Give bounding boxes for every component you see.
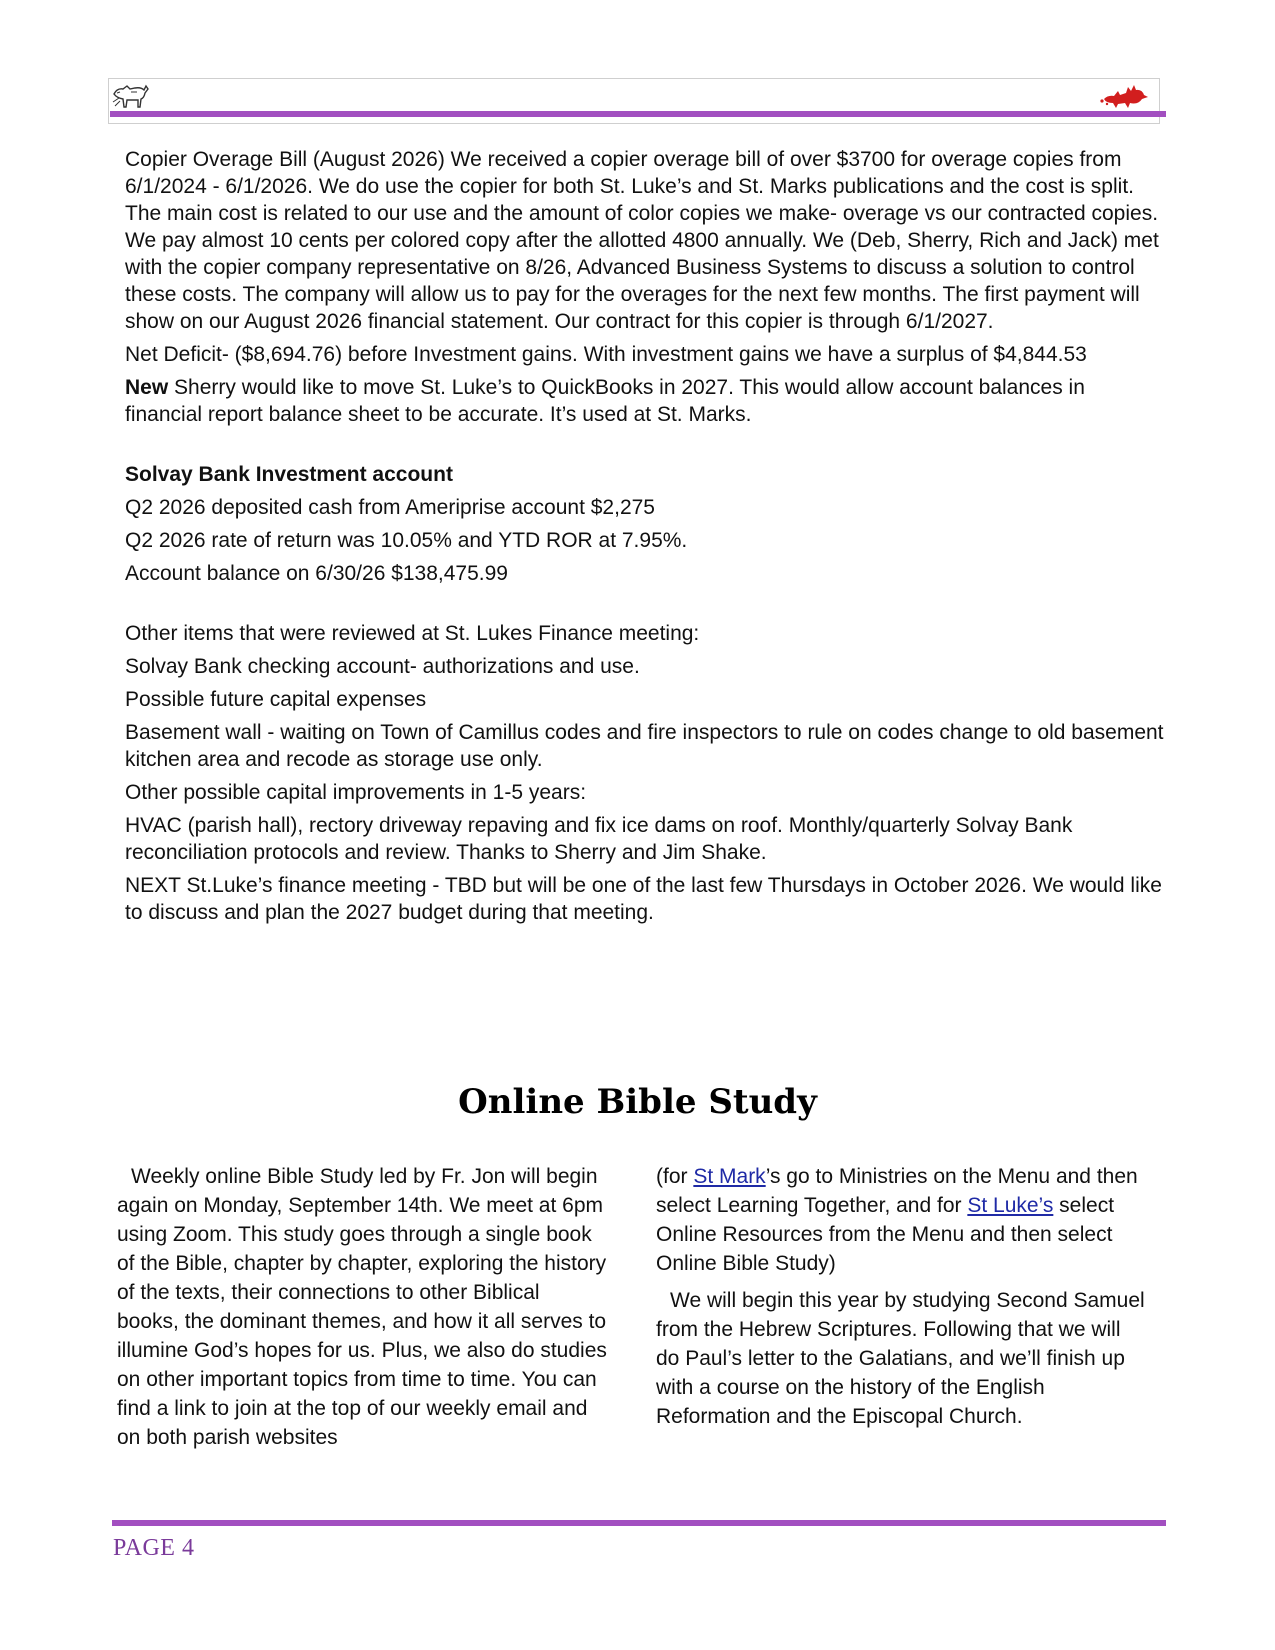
basement-wall-item: Basement wall - waiting on Town of Camillus codes and fire inspectors to rule on codes change to old basement kitchen area and recode as storage use only. bbox=[125, 721, 1164, 771]
study-plan-paragraph: We will begin this year by studying Second Samuel from the Hebrew Scriptures. Following that we will do Paul’s letter to the Galatians, and we’ll finish up with a course on the history of the English Reformation and the Episcopal Church. bbox=[656, 1289, 1145, 1428]
new-label: New bbox=[125, 376, 169, 399]
lion-emblem-icon bbox=[1098, 79, 1150, 111]
solvay-heading: Solvay Bank Investment account bbox=[125, 463, 453, 486]
websites-text-c: select Online Resources from the Menu and then select Online Bible Study) bbox=[656, 1194, 1115, 1275]
quickbooks-text: Sherry would like to move St. Luke’s to QuickBooks in 2027. This would allow account balances in financial report balance sheet to be accurate. It’s used at St. Marks. bbox=[125, 376, 1085, 426]
websites-text-b: ’s go to Ministries on the Menu and then select Learning Together, and for bbox=[656, 1165, 1138, 1217]
ox-emblem-icon bbox=[111, 80, 149, 112]
finance-report bbox=[125, 146, 1165, 932]
checking-account-item: Solvay Bank checking account- authorizations and use. bbox=[125, 655, 640, 678]
st-mark-link[interactable]: St Mark bbox=[693, 1165, 766, 1188]
websites-text-a: (for bbox=[656, 1165, 694, 1188]
capital-improvements-item: Other possible capital improvements in 1-5 years: bbox=[125, 781, 587, 804]
net-deficit-paragraph: Net Deficit- ($8,694.76) before Investment gains. With investment gains we have a surplus of $4,844.53 bbox=[125, 343, 1087, 366]
header-rule bbox=[110, 111, 1166, 117]
bible-study-intro: Weekly online Bible Study led by Fr. Jon will begin again on Monday, September 14th. We meet at 6pm using Zoom. This study goes through a single book of the Bible, chapter by chapter, exploring the history of the texts, their connections to other Biblical books, the dominant themes, and how it all serves to illumine God’s hopes for us. Plus, we also do studies on other important topics from time to time. You can find a link to join at the top of our weekly email and on both parish websites bbox=[117, 1165, 607, 1449]
next-meeting-item: NEXT St.Luke’s finance meeting - TBD but will be one of the last few Thursdays in October 2026. We would like to discuss and plan the 2027 budget during that meeting. bbox=[125, 874, 1162, 924]
solvay-return: Q2 2026 rate of return was 10.05% and YTD ROR at 7.95%. bbox=[125, 529, 688, 552]
header-frame bbox=[108, 78, 1160, 124]
bible-study-right-column bbox=[656, 1162, 1146, 1439]
bible-study-left-column bbox=[117, 1162, 607, 1460]
solvay-balance: Account balance on 6/30/26 $138,475.99 bbox=[125, 562, 508, 585]
quickbooks-paragraph bbox=[125, 374, 1165, 428]
footer-rule bbox=[112, 1520, 1166, 1526]
copier-overage-paragraph: Copier Overage Bill (August 2026) We received a copier overage bill of over $3700 for overage copies from 6/1/2024 - 6/1/2026. We do use the copier for both St. Luke’s and St. Marks publications and the cost is split. The main cost is related to our use and the amount of color copies we make- overage vs our contracted copies. We pay almost 10 cents per colored copy after the allotted 4800 annually. We (Deb, Sherry, Rich and Jack) met with the copier company representative on 8/26, Advanced Business Systems to discuss a solution to control these costs. The company will allow us to pay for the overages for the next few months. The first payment will show on our August 2026 financial statement. Our contract for this copier is through 6/1/2027. bbox=[125, 148, 1159, 333]
st-luke-link[interactable]: St Luke’s bbox=[967, 1194, 1054, 1217]
page-number: PAGE 4 bbox=[113, 1535, 195, 1561]
section-title: Online Bible Study bbox=[458, 1082, 817, 1122]
other-items-intro: Other items that were reviewed at St. Lukes Finance meeting: bbox=[125, 622, 700, 645]
hvac-item: HVAC (parish hall), rectory driveway repaving and fix ice dams on roof. Monthly/quarterly Solvay Bank reconciliation protocols and review. Thanks to Sherry and Jim Shake. bbox=[125, 814, 1073, 864]
capital-expenses-item: Possible future capital expenses bbox=[125, 688, 427, 711]
solvay-deposit: Q2 2026 deposited cash from Ameriprise account $2,275 bbox=[125, 496, 655, 519]
websites-paragraph bbox=[656, 1162, 1146, 1278]
